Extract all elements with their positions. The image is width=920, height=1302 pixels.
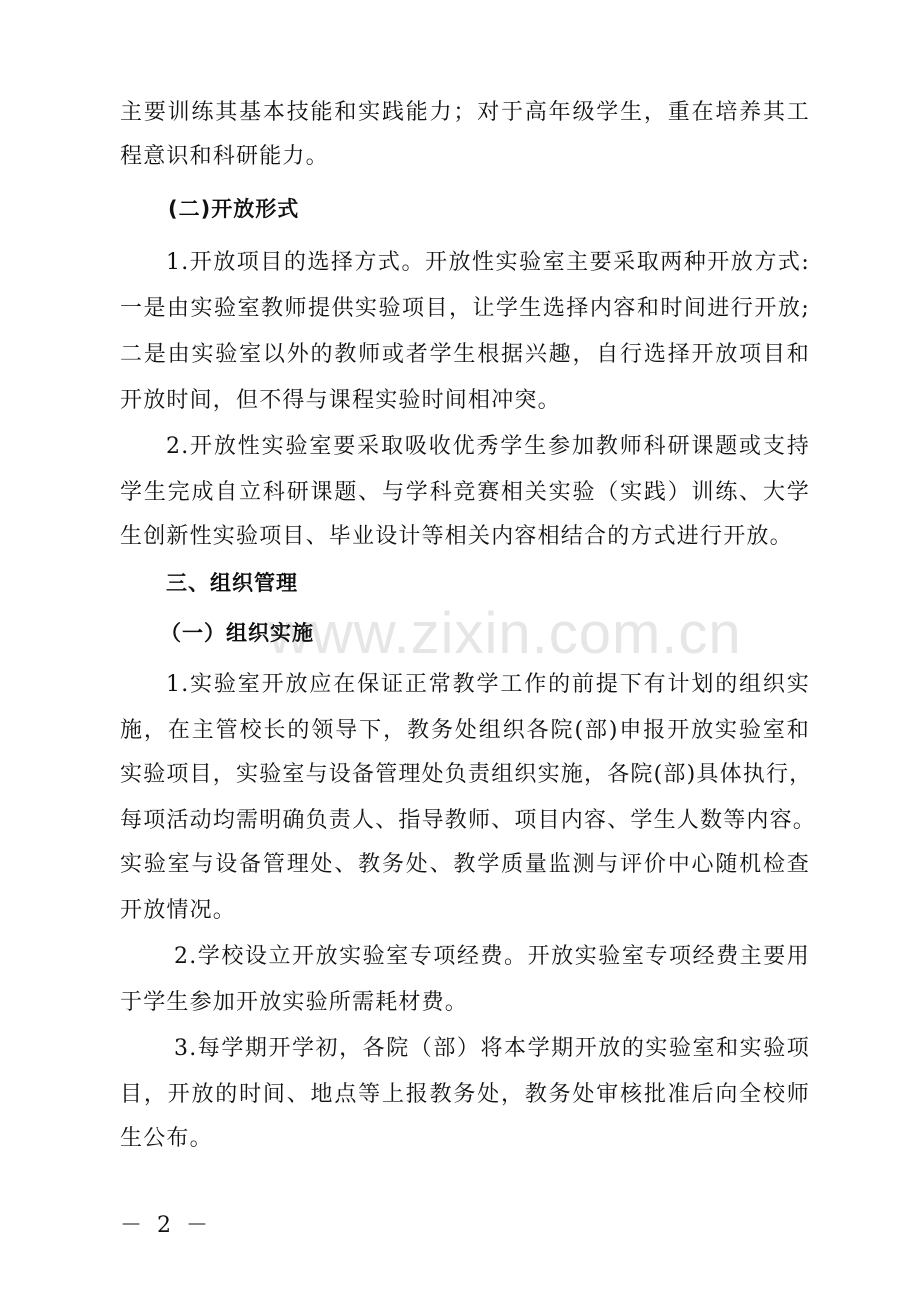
paragraph-line: 目，开放的时间、地点等上报教务处，教务处审核批准后向全校师: [120, 1082, 810, 1107]
paragraph-line: 开放时间，但不得与课程实验时间相冲突。: [120, 388, 561, 413]
paragraph-line: 生创新性实验项目、毕业设计等相关内容相结合的方式进行开放。: [120, 524, 793, 549]
paragraph-line: 二是由实验室以外的教师或者学生根据兴趣，自行选择开放项目和: [120, 342, 810, 367]
paragraph-line: 学生完成自立科研课题、与学科竞赛相关实验（实践）训练、大学: [120, 480, 810, 505]
paragraph-line: 1.开放项目的选择方式。开放性实验室主要采取两种开放方式:: [166, 250, 810, 275]
paragraph-line: 开放情况。: [120, 898, 237, 923]
watermark: www.zixin.com.cn: [268, 601, 742, 666]
paragraph-line: 2.学校设立开放实验室专项经费。开放实验室专项经费主要用: [174, 944, 810, 969]
paragraph-line: 主要训练其基本技能和实践能力；对于高年级学生，重在培养其工: [120, 100, 810, 125]
paragraph-line: 实验项目，实验室与设备管理处负责组织实施，各院(部)具体执行，: [120, 762, 813, 787]
page-number: － 2 －: [120, 1213, 212, 1238]
paragraph-line: 实验室与设备管理处、教务处、教学质量监测与评价中心随机检查: [120, 852, 810, 877]
section-heading: (二)开放形式: [168, 197, 300, 221]
section-heading: 三、组织管理: [166, 571, 298, 595]
paragraph-line: 一是由实验室教师提供实验项目，让学生选择内容和时间进行开放;: [120, 296, 810, 321]
paragraph-line: 1.实验室开放应在保证正常教学工作的前提下有计划的组织实: [166, 672, 810, 697]
paragraph-line: 施，在主管校长的领导下，教务处组织各院(部)申报开放实验室和: [120, 718, 810, 743]
paragraph-line: 3.每学期开学初，各院（部）将本学期开放的实验室和实验项: [174, 1036, 810, 1061]
paragraph-line: 2.开放性实验室要采取吸收优秀学生参加教师科研课题或支持: [166, 434, 810, 459]
paragraph-line: 每项活动均需明确负责人、指导教师、项目内容、学生人数等内容。: [120, 808, 817, 833]
subsection-heading: （一）组织实施: [160, 621, 314, 645]
paragraph-line: 于学生参加开放实验所需耗材费。: [120, 990, 469, 1015]
paragraph-line: 生公布。: [120, 1126, 213, 1151]
paragraph-line: 程意识和科研能力。: [120, 144, 329, 169]
